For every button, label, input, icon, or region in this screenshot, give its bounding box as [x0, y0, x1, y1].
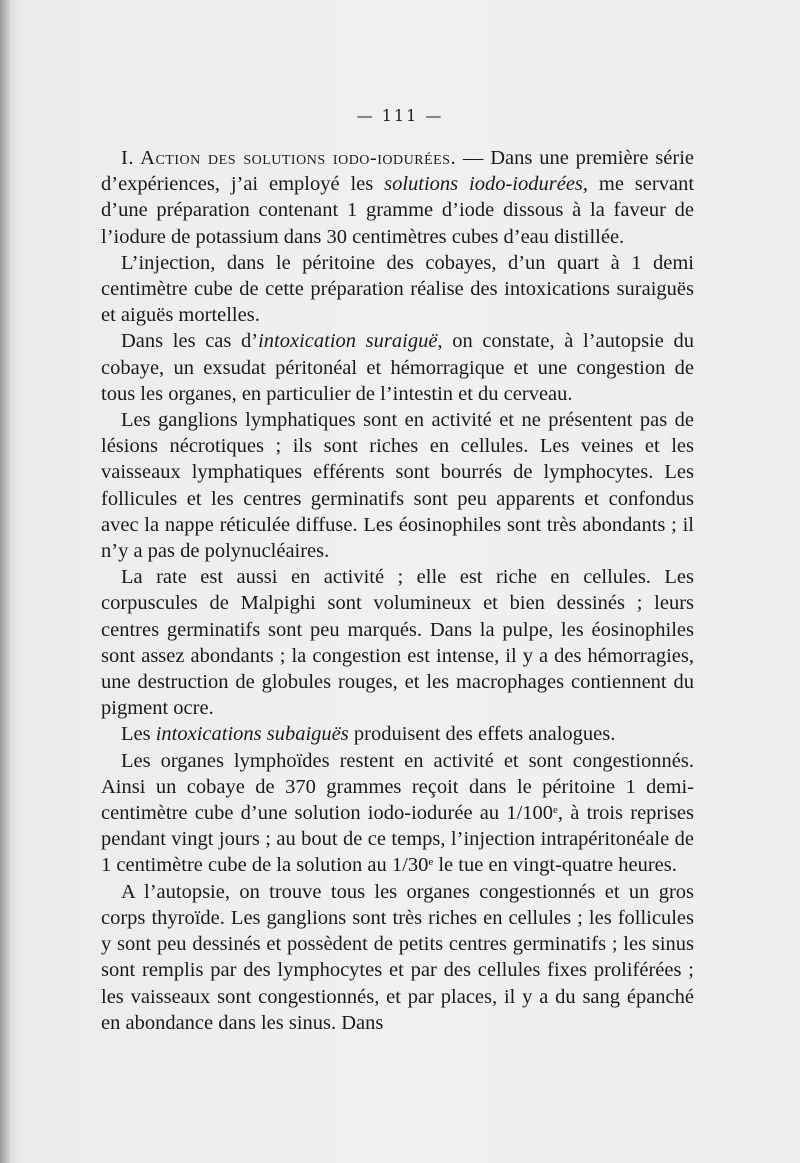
paragraph-1 [101, 145, 694, 250]
paragraph-6 [101, 721, 694, 747]
paragraph-2: L’injection, dans le péritoine des cobayes, d’un quart à 1 demi centimètre cube de cette préparation réalise des intoxications suraiguës et aiguës mortelles. [101, 251, 694, 327]
paragraph-1-italic: solutions iodo-iodurées, [384, 173, 589, 196]
paragraph-6-rest: produisent des effets analogues. [348, 723, 616, 746]
paragraph-3 [101, 328, 694, 407]
paragraph-1-rest: me servant d’une préparation contenant 1 gramme d’iode dissous à la faveur de l’iodure de potassium dans 30 centimètres cubes d’eau distillée. [101, 173, 695, 248]
page-number: — 111 — [356, 106, 444, 125]
paragraph-6-italic: intoxications subaiguës [155, 723, 349, 746]
paragraph-5: La rate est aussi en activité ; elle est riche en cellules. Les corpuscules de Malpighi sont volumineux et bien dessinés ; leurs centres germinatifs sont peu marqués. Dans la pulpe, les éosinophiles sont assez abondants ; la congestion est intense, il y a des hémorragies, une destruction de globules rouges, et les macrophages contiennent du pigment ocre. [101, 566, 694, 720]
paragraph-1-text: — Dans une première série d’expériences, j’ai employé les [101, 147, 694, 196]
body-text [101, 145, 694, 1036]
paragraph-4: Les ganglions lymphatiques sont en activité et ne présentent pas de lésions nécrotiques ; ils sont riches en cellules. Les veines et les vaisseaux lymphatiques efférents sont bourrés de lymphocytes. Les follicules et les centres germinatifs sont peu apparents et confondus avec la nappe réticulée diffuse. Les éosinophiles sont très abondants ; il n’y a pas de polynucléaires. [101, 409, 694, 563]
section-heading: I. Action des solutions iodo-iodurées. [121, 147, 457, 169]
paragraph-3-pre: Dans les cas d’ [121, 330, 259, 353]
paragraph-3-rest: on constate, à l’autopsie du cobaye, un exsudat péritonéal et hémorragique et une congestion de tous les organes, en particulier de l’intestin et du cerveau. [101, 330, 694, 405]
paragraph-7-part-1: Les organes lymphoïdes restent en activité et sont congestionnés. Ainsi un cobaye de 370 grammes reçoit dans le péritoine 1 demi-centimètre cube d’une solution iodo-iodurée au 1/100 [101, 749, 694, 825]
paragraph-7-part-2: , à trois reprises pendant vingt jours ; au bout de ce temps, l’injection intrapéritonéale de 1 centimètre cube de la solution au 1/30 [101, 802, 694, 877]
page-edge-shadow [0, 0, 10, 1163]
paragraph-6-pre: Les [121, 723, 156, 746]
paragraph-7-part-3: le tue en vingt-quatre heures. [433, 854, 677, 877]
paragraph-3-italic: intoxication suraiguë, [258, 330, 443, 353]
paragraph-8: A l’autopsie, on trouve tous les organes congestionnés et un gros corps thyroïde. Les ganglions sont très riches en cellules ; les follicules y sont peu dessinés et possèdent de petits centres germinatifs ; les sinus sont remplis par des lymphocytes et par des cellules fixes proliférées ; les vaisseaux sont congestionnés, et par places, il y a du sang épanché en abondance dans les sinus. Dans [101, 880, 694, 1034]
superscript-1: e [553, 804, 558, 817]
paragraph-7 [101, 748, 694, 879]
superscript-2: e [428, 856, 434, 869]
